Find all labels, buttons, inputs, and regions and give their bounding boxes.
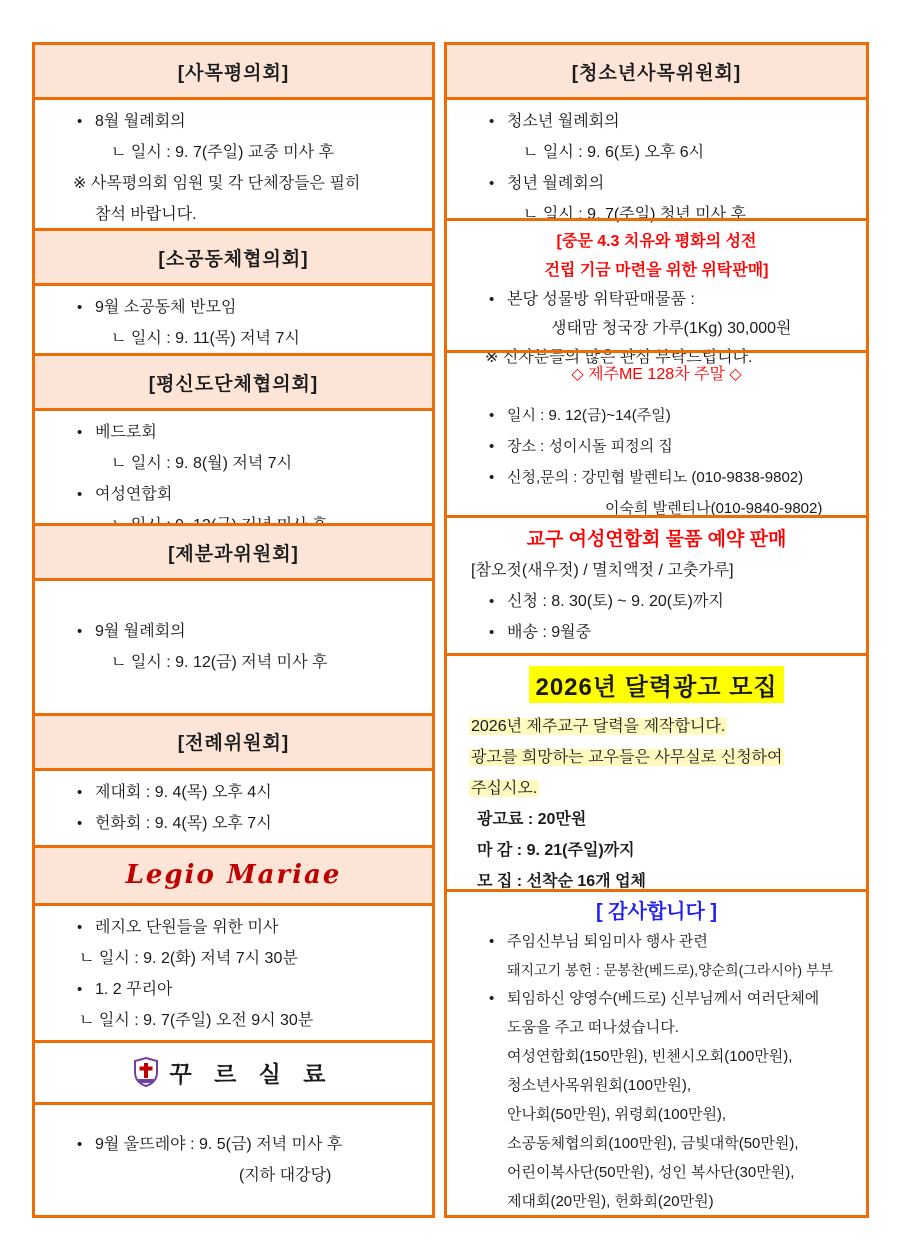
bullet-line: • 신청,문의 : 강민협 발렌티노 (010-9838-9802) (455, 466, 858, 489)
section-womens-association-sale (447, 515, 866, 653)
section-liturgy-committee (35, 713, 432, 845)
bullet-line: • 9월 울뜨레야 : 9. 5(금) 저녁 미사 후 (43, 1133, 424, 1156)
plain-line: [참오젓(새우젓) / 멸치액젓 / 고춧가루] (471, 562, 734, 579)
section-subcommittees (35, 523, 432, 713)
cont-line: 청소년사목위원회(100만원), (507, 1077, 692, 1094)
bullet-line: • 베드로회 (43, 421, 424, 444)
cont-line: 안나회(50만원), 위령회(100만원), (507, 1106, 727, 1123)
sub-line: ㄴ 일시 : 9. 7(주일) 교중 미사 후 (111, 144, 335, 161)
bullet-line: • 8월 월례회의 (43, 110, 424, 133)
section-body (447, 100, 866, 236)
section-body (35, 286, 432, 360)
section-title-label: 2026년 달력광고 모집 (529, 666, 783, 703)
section-small-community (35, 228, 432, 353)
cont-line: 제대회(20만원), 헌화회(20만원) (507, 1193, 714, 1210)
bullet-line: • 9월 월례회의 (43, 620, 424, 643)
section-header-cursillo (35, 1043, 432, 1105)
bullet-line: • 1. 2 꾸리아 (43, 978, 424, 1001)
bullet-line: • 배송 : 9월중 (455, 621, 858, 644)
cont-line: 도움을 주고 떠나셨습니다. (507, 1019, 679, 1036)
section-title-red: [중문 4.3 치유와 평화의 성전 (556, 233, 757, 250)
bulletin-sheet (32, 42, 869, 1218)
section-cursillo (35, 1040, 432, 1215)
bullet-line: • 9월 소공동체 반모임 (43, 296, 424, 319)
bullet-line: • 주임신부님 퇴임미사 행사 관련 (455, 930, 858, 953)
bullet-line: • 레지오 단원들을 위한 미사 (43, 916, 424, 939)
section-header: [청소년사목위원회] (447, 45, 866, 100)
bullet-line: • 제대회 : 9. 4(목) 오후 4시 (43, 781, 424, 804)
section-legio-mariae (35, 845, 432, 1040)
shield-with-cross-icon (133, 1057, 159, 1087)
section-body (447, 353, 866, 530)
bold-line: 모 집 : 선착순 16개 업체 (477, 873, 646, 890)
sub-line: ㄴ 일시 : 9. 11(목) 저녁 7시 (111, 330, 300, 347)
section-header: [전례위원회] (35, 716, 432, 771)
section-thanks (447, 889, 866, 1221)
right-column (444, 42, 869, 1218)
sub-line: ㄴ 일시 : 9. 7(주일) 오전 9시 30분 (79, 1011, 314, 1029)
sub-line: ㄴ 일시 : 9. 12(금) 저녁 미사 후 (111, 653, 328, 671)
section-youth-committee (447, 45, 866, 223)
section-header-legio: Legio Mariae (35, 848, 432, 906)
cont-line: 생태맘 청국장 가루(1Kg) 30,000원 (551, 320, 792, 337)
note-line: ※ 신자분들의 많은 관심 부탁드립니다. (485, 349, 753, 366)
cont-line: 여성연합회(150만원), 빈첸시오회(100만원), (507, 1048, 793, 1065)
section-body (35, 906, 432, 1042)
section-consignment-sale (447, 218, 866, 366)
left-column (32, 42, 435, 1218)
bullet-line: • 퇴임하신 양영수(베드로) 신부님께서 여러단체에 (455, 987, 858, 1010)
cont-line: (지하 대강당) (239, 1166, 332, 1184)
section-body (35, 581, 432, 713)
section-title-red: 교구 여성연합회 물품 예약 판매 (526, 529, 787, 550)
sub-line: ㄴ 일시 : 9. 6(토) 오후 6시 (523, 144, 705, 161)
bullet-line: • 일시 : 9. 12(금)~14(주일) (455, 404, 858, 427)
sub-line: ㄴ 일시 : 9. 7(주일) 청년 미사 후 (523, 206, 747, 223)
highlight-line: 주십시오. (471, 780, 538, 797)
section-header: [소공동체협의회] (35, 231, 432, 286)
section-body (447, 518, 866, 654)
section-body (35, 1105, 432, 1215)
cont-line: 참석 바랍니다. (95, 206, 197, 223)
section-body (35, 100, 432, 236)
bullet-line: • 헌화회 : 9. 4(목) 오후 7시 (43, 812, 424, 835)
section-header: [평신도단체협의회] (35, 356, 432, 411)
section-title-red: 건립 기금 마련을 위한 위탁판매] (544, 262, 769, 279)
section-header-label: 꾸 르 실 료 (169, 1060, 334, 1087)
bullet-line: • 청소년 월례회의 (455, 110, 858, 133)
note-line: ※ 사목평의회 임원 및 각 단체장들은 필히 (73, 175, 361, 192)
bold-line: 광고료 : 20만원 (477, 811, 587, 828)
sub-line: ㄴ 일시 : 9. 8(월) 저녁 7시 (111, 455, 293, 472)
section-title-blue: [ 감사합니다 ] (595, 901, 718, 923)
cont-line: 소공동체협의회(100만원), 금빛대학(50만원), (507, 1135, 799, 1152)
section-title-red: ◇ 제주ME 128차 주말 ◇ (571, 366, 742, 383)
bullet-line: • 여성연합회 (43, 483, 424, 506)
bullet-line: • 장소 : 성이시돌 피정의 집 (455, 435, 858, 458)
section-calendar-ads (447, 653, 866, 889)
cont-line: 어린이복사단(50만원), 성인 복사단(30만원), (507, 1164, 795, 1181)
section-header: [제분과위원회] (35, 526, 432, 581)
section-lay-association (35, 353, 432, 523)
bullet-line: • 신청 : 8. 30(토) ~ 9. 20(토)까지 (455, 590, 858, 613)
highlight-line: 광고를 희망하는 교우들은 사무실로 신청하여 (471, 749, 783, 766)
bullet-line: • 본당 성물방 위탁판매물품 : (455, 288, 858, 311)
cont-line: 이숙희 발렌티나(010-9840-9802) (605, 500, 823, 517)
highlight-line: 2026년 제주교구 달력을 제작합니다. (471, 718, 726, 735)
section-header: [사목평의회] (35, 45, 432, 100)
bullet-line: • 청년 월례회의 (455, 172, 858, 195)
cont-line: 돼지고기 봉헌 : 문봉찬(베드로),양순희(그라시아) 부부 (507, 962, 833, 978)
sub-line: ㄴ 일시 : 9. 2(화) 저녁 7시 30분 (79, 949, 298, 967)
section-jeju-me-weekend (447, 350, 866, 515)
section-title-highlighted (455, 666, 858, 703)
bold-line: 마 감 : 9. 21(주일)까지 (477, 842, 635, 859)
section-body (447, 892, 866, 1222)
section-body (35, 771, 432, 845)
section-pastoral-council (35, 45, 432, 228)
section-body (447, 656, 866, 903)
